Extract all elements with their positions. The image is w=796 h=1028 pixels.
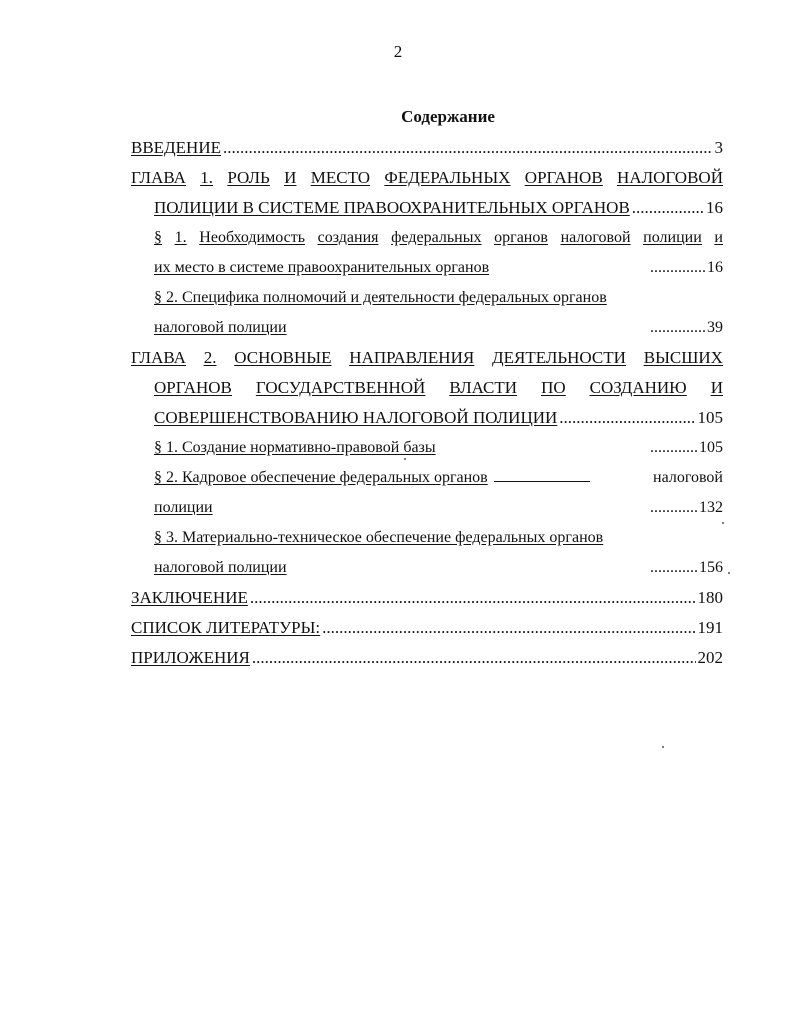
toc-ch2-sec1[interactable] <box>131 433 723 463</box>
toc-ch1-sec2-line2[interactable] <box>131 313 723 343</box>
toc-word: СОЗДАНИЮ <box>589 378 687 397</box>
scan-speck <box>728 572 730 574</box>
toc-word: МЕСТО <box>310 168 371 187</box>
toc-word: 2. <box>203 348 217 367</box>
toc-entry-label: § 2. Специфика полномочий и деятельности федеральных органов <box>154 289 607 306</box>
toc-entry-label: налоговой полиции <box>154 319 287 336</box>
dot-leader <box>252 643 696 673</box>
toc-ch1-sec1-line1[interactable] <box>131 223 723 253</box>
toc-entry-label: ПОЛИЦИИ В СИСТЕМЕ ПРАВООХРАНИТЕЛЬНЫХ ОРГАНОВ <box>154 198 630 217</box>
toc-entry-conclusion[interactable] <box>131 583 723 613</box>
toc-chapter2-line3[interactable] <box>131 403 723 433</box>
toc-entry-page: 132 <box>699 499 723 516</box>
scan-speck <box>662 746 664 748</box>
toc-entry-page: 105 <box>697 408 723 427</box>
toc-entry-page: 156 <box>699 559 723 576</box>
toc-word: ВЛАСТИ <box>449 378 518 397</box>
toc-ch1-sec1-line2[interactable] <box>131 253 723 283</box>
toc-word: федеральных <box>391 229 482 246</box>
toc-word: полиции <box>643 229 702 246</box>
toc-entry-label: полиции <box>154 499 213 516</box>
toc-chapter2-line1[interactable] <box>131 343 723 373</box>
toc-entry-page: 3 <box>714 138 723 157</box>
toc-word: ОРГАНОВ <box>524 168 603 187</box>
toc-entry-label: § 1. Создание нормативно-правовой базы <box>154 439 436 456</box>
toc-chapter1-line1[interactable] <box>131 163 723 193</box>
table-of-contents <box>131 133 723 673</box>
toc-entry-references[interactable] <box>131 613 723 643</box>
toc-ch2-sec3-line2[interactable] <box>131 553 723 583</box>
toc-entry-intro[interactable] <box>131 133 723 163</box>
dot-leader <box>632 193 704 223</box>
toc-word: Необходимость <box>199 229 306 246</box>
toc-ch2-sec2-line1[interactable] <box>131 463 723 493</box>
dot-leader <box>559 403 695 433</box>
dot-leader: ............ <box>650 499 698 516</box>
toc-entry-label: ВВЕДЕНИЕ <box>131 138 221 157</box>
toc-entry-page: 16 <box>706 198 723 217</box>
dot-leader: ............ <box>650 559 698 576</box>
toc-chapter1-line2[interactable] <box>131 193 723 223</box>
toc-ch2-sec3-line1[interactable] <box>131 523 723 553</box>
toc-word: § <box>154 229 162 246</box>
toc-word: ГЛАВА <box>131 168 186 187</box>
toc-entry-page: 202 <box>697 648 723 667</box>
dot-leader: ............ <box>650 439 698 456</box>
dot-leader <box>322 613 695 643</box>
dot-leader <box>223 133 713 163</box>
toc-entry-label-end: налоговой <box>653 469 723 486</box>
toc-word: налоговой <box>560 229 631 246</box>
toc-entry-page: 105 <box>699 439 723 456</box>
toc-word: ОРГАНОВ <box>154 378 232 397</box>
toc-word: РОЛЬ <box>227 168 270 187</box>
toc-word: ДЕЯТЕЛЬНОСТИ <box>492 348 626 367</box>
toc-entry-label: ЗАКЛЮЧЕНИЕ <box>131 588 248 607</box>
toc-title: Содержание <box>401 107 495 126</box>
toc-ch1-sec2-line1[interactable] <box>131 283 723 313</box>
toc-entry-page: 39 <box>707 319 723 336</box>
scan-speck <box>722 522 724 524</box>
toc-word: ГОСУДАРСТВЕННОЙ <box>255 378 426 397</box>
toc-entry-label: СПИСОК ЛИТЕРАТУРЫ: <box>131 618 321 637</box>
toc-word: И <box>284 168 297 187</box>
toc-word: И <box>710 378 723 397</box>
toc-entry-page: 16 <box>707 259 723 276</box>
dot-leader: .............. <box>650 319 706 336</box>
toc-word: ГЛАВА <box>131 348 186 367</box>
toc-word: и <box>714 229 723 246</box>
toc-word: ОСНОВНЫЕ <box>234 348 332 367</box>
toc-word: органов <box>494 229 548 246</box>
toc-entry-page: 191 <box>697 618 723 637</box>
toc-word: 1. <box>174 229 187 246</box>
toc-word: создания <box>317 229 379 246</box>
dot-leader <box>250 583 696 613</box>
toc-entry-label: § 3. Материально-техническое обеспечение федеральных органов <box>154 529 604 546</box>
toc-entry-label: СОВЕРШЕНСТВОВАНИЮ НАЛОГОВОЙ ПОЛИЦИИ <box>154 408 558 427</box>
toc-word: ВЫСШИХ <box>643 348 723 367</box>
toc-word: ФЕДЕРАЛЬНЫХ <box>384 168 511 187</box>
toc-ch2-sec2-line2[interactable] <box>131 493 723 523</box>
toc-word: ПО <box>541 378 566 397</box>
toc-entry-label: § 2. Кадровое обеспечение федеральных органов <box>154 469 488 486</box>
toc-word: НАЛОГОВОЙ <box>617 168 723 187</box>
toc-entry-page: 180 <box>697 588 723 607</box>
toc-chapter2-line2[interactable] <box>131 373 723 403</box>
toc-word: НАПРАВЛЕНИЯ <box>349 348 475 367</box>
toc-entry-label: ПРИЛОЖЕНИЯ <box>131 648 250 667</box>
toc-word: 1. <box>200 168 214 187</box>
dot-leader: .............. <box>650 259 706 276</box>
toc-entry-label: их место в системе правоохранительных органов <box>154 259 490 276</box>
toc-entry-appendix[interactable] <box>131 643 723 673</box>
scan-speck <box>404 458 406 460</box>
blank-line <box>494 465 590 482</box>
toc-entry-label: налоговой полиции <box>154 559 287 576</box>
page-number: 2 <box>393 42 403 61</box>
